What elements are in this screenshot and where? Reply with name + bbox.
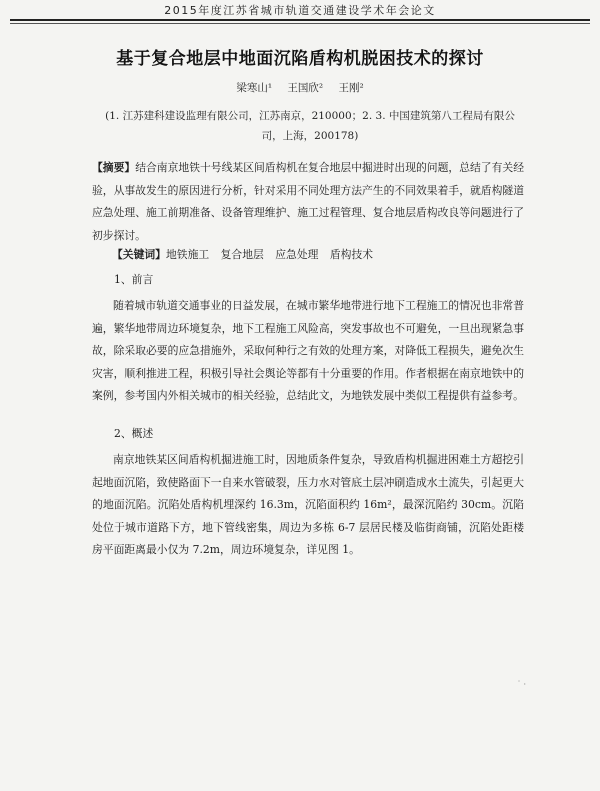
section-paragraph: 随着城市轨道交通事业的日益发展，在城市繁华地带进行地下工程施工的情况也非常普遍，繁华地带周边环境复杂，地下工程施工风险高，突发事故也不可避免，一旦出现紧急事故，除采取必要的应急措施外，采取何种行之有效的处理方案，对降低工程损失，避免次生灾害，顺利推进工程，积极引导社会舆论等都有十分重要的作用。作者根据在南京地铁中的案例，参考国内外相关城市的相关经验，总结此文，为地铁发展中类似工程提供有益参考。 bbox=[92, 299, 524, 403]
author-1: 梁寒山¹ bbox=[236, 82, 273, 94]
keywords-label: 【关键词】 bbox=[112, 248, 166, 261]
keyword: 应急处理 bbox=[275, 248, 319, 261]
abstract bbox=[92, 157, 524, 247]
keyword: 地铁施工 bbox=[165, 248, 210, 261]
abstract-label: 【摘要】 bbox=[92, 161, 136, 174]
author-3: 王刚² bbox=[338, 82, 364, 94]
section-paragraph: 南京地铁某区间盾构机掘进施工时，因地质条件复杂，导致盾构机掘进困难土方超挖引起地面沉陷，致使路面下一自来水管破裂，压力水对管底土层冲刷造成水土流失，引起更大的地面沉陷。沉陷处盾构机埋深约 16.3m，沉陷面积约 16m²，最深沉陷约 30cm。沉陷处位于城市道路下方，地下管线密集，周边为多栋 6-7 层居民楼及临街商铺，沉陷处距楼房平面距离最小仅为 7.2m，周边环境复杂，详见图 1。 bbox=[92, 453, 524, 557]
abstract-text: 结合南京地铁十号线某区间盾构机在复合地层中掘进时出现的问题，总结了有关经验，从事故发生的原因进行分析，针对采用不同处理方法产生的不同效果着手，就盾构隧道应急处理、施工前期准备、设备管理维护、施工过程管理、复合地层盾构改良等问题进行了初步探讨。 bbox=[92, 161, 524, 242]
author-list bbox=[0, 80, 600, 95]
scan-speck: ˙ · bbox=[517, 680, 527, 689]
running-header: 2015年度江苏省城市轨道交通建设学术年会论文 bbox=[164, 4, 436, 17]
author-2: 王国欣² bbox=[287, 82, 324, 94]
section-heading: 1、前言 bbox=[114, 273, 154, 286]
keyword: 盾构技术 bbox=[329, 248, 374, 261]
section-heading: 2、概述 bbox=[114, 427, 154, 440]
paper-title: 基于复合地层中地面沉陷盾构机脱困技术的探讨 bbox=[116, 49, 484, 69]
affiliation: (1. 江苏建科建设监理有限公司，江苏南京，210000；2. 3. 中国建筑第八工程局有限公司，上海，200178) bbox=[105, 110, 515, 142]
keyword: 复合地层 bbox=[220, 248, 264, 261]
keywords bbox=[112, 247, 373, 262]
header-rule-thin bbox=[10, 23, 590, 24]
header-rule bbox=[10, 19, 590, 21]
